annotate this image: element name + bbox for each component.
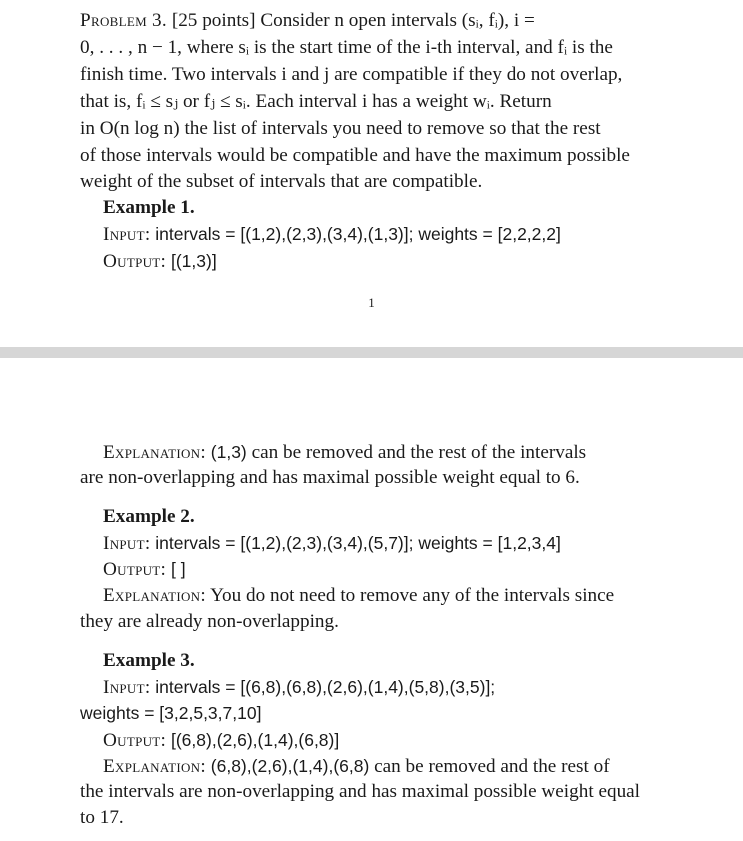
example-2-output — [103, 556, 727, 583]
problem-line-4: that is, fᵢ ≤ sⱼ or fⱼ ≤ sᵢ. Each interval i has a weight wᵢ. Return — [80, 91, 552, 112]
example-1-explanation-line-2: are non-overlapping and has maximal possible weight equal to 6. — [80, 467, 580, 488]
example-2-input-value: intervals = [(1,2),(2,3),(3,4),(5,7)]; weights = [1,2,3,4] — [155, 533, 561, 553]
example-2-input-label: Input: — [103, 533, 151, 554]
example-3-explanation-code: (6,8),(2,6),(1,4),(6,8) — [210, 756, 370, 776]
problem-line-3: finish time. Two intervals i and j are compatible if they do not overlap, — [80, 64, 623, 85]
example-3-explanation-text-1: can be removed and the rest of — [374, 756, 610, 777]
example-3-input-value-2: weights = [3,2,5,3,7,10] — [80, 703, 262, 723]
example-3-output-label: Output: — [103, 730, 167, 751]
example-1-input — [103, 221, 727, 248]
example-3-output — [103, 727, 727, 754]
example-3-explanation-line-3: to 17. — [80, 807, 124, 828]
problem-line-7: weight of the subset of intervals that are compatible. — [80, 171, 483, 192]
example-3-input-line-2 — [80, 700, 704, 727]
example-1-explanation-label: Explanation: — [103, 442, 206, 463]
example-3-explanation-line-1 — [103, 753, 727, 780]
example-3-explanation-line-2: the intervals are non-overlapping and has maximal possible weight equal — [80, 781, 641, 802]
example-1-input-value: intervals = [(1,2),(2,3),(3,4),(1,3)]; weights = [2,2,2,2] — [155, 224, 561, 244]
problem-line-5: in O(n log n) the list of intervals you need to remove so that the rest — [80, 118, 601, 139]
example-2-explanation-line-1 — [103, 583, 727, 609]
example-1-input-label: Input: — [103, 224, 151, 245]
example-2-output-value: [ ] — [170, 559, 186, 579]
example-3-explanation-label: Explanation: — [103, 756, 206, 777]
example-1-output-label: Output: — [103, 251, 167, 272]
document-page-1 — [0, 0, 743, 347]
page-number: 1 — [368, 295, 375, 310]
example-3-output-value: [(6,8),(2,6),(1,4),(6,8)] — [170, 730, 340, 750]
problem-line-2: 0, . . . , n − 1, where sᵢ is the start time of the i-th interval, and fᵢ is the — [80, 37, 613, 58]
example-2-output-label: Output: — [103, 559, 167, 580]
example-2-title: Example 2. — [103, 506, 195, 527]
example-2-input — [103, 530, 727, 557]
example-3-input-label: Input: — [103, 677, 151, 698]
problem-heading: Problem 3. — [80, 10, 168, 31]
problem-text-1: Consider n open intervals (sᵢ, fᵢ), i = — [260, 10, 535, 31]
problem-line-1 — [80, 8, 704, 34]
example-1-explanation-code: (1,3) — [210, 442, 247, 462]
example-1-output-value: [(1,3)] — [170, 251, 217, 271]
example-1-title: Example 1. — [103, 197, 195, 218]
problem-line-6: of those intervals would be compatible and have the maximum possible — [80, 145, 630, 166]
example-3-title: Example 3. — [103, 650, 195, 671]
example-3-input-value: intervals = [(6,8),(6,8),(2,6),(1,4),(5,8),(3,5)]; — [155, 677, 496, 697]
example-3-input — [103, 674, 727, 701]
example-2-explanation-line-2: they are already non-overlapping. — [80, 611, 339, 632]
example-2-explanation-label: Explanation: — [103, 585, 206, 606]
problem-points: [25 points] — [171, 10, 256, 31]
page-separator — [0, 347, 743, 358]
example-1-explanation-text-1: can be removed and the rest of the intervals — [251, 442, 587, 463]
document-page-2 — [0, 358, 743, 841]
example-1-output — [103, 248, 727, 275]
example-1-explanation-line-1 — [103, 439, 727, 466]
example-2-explanation-text-1: You do not need to remove any of the intervals since — [210, 585, 615, 606]
